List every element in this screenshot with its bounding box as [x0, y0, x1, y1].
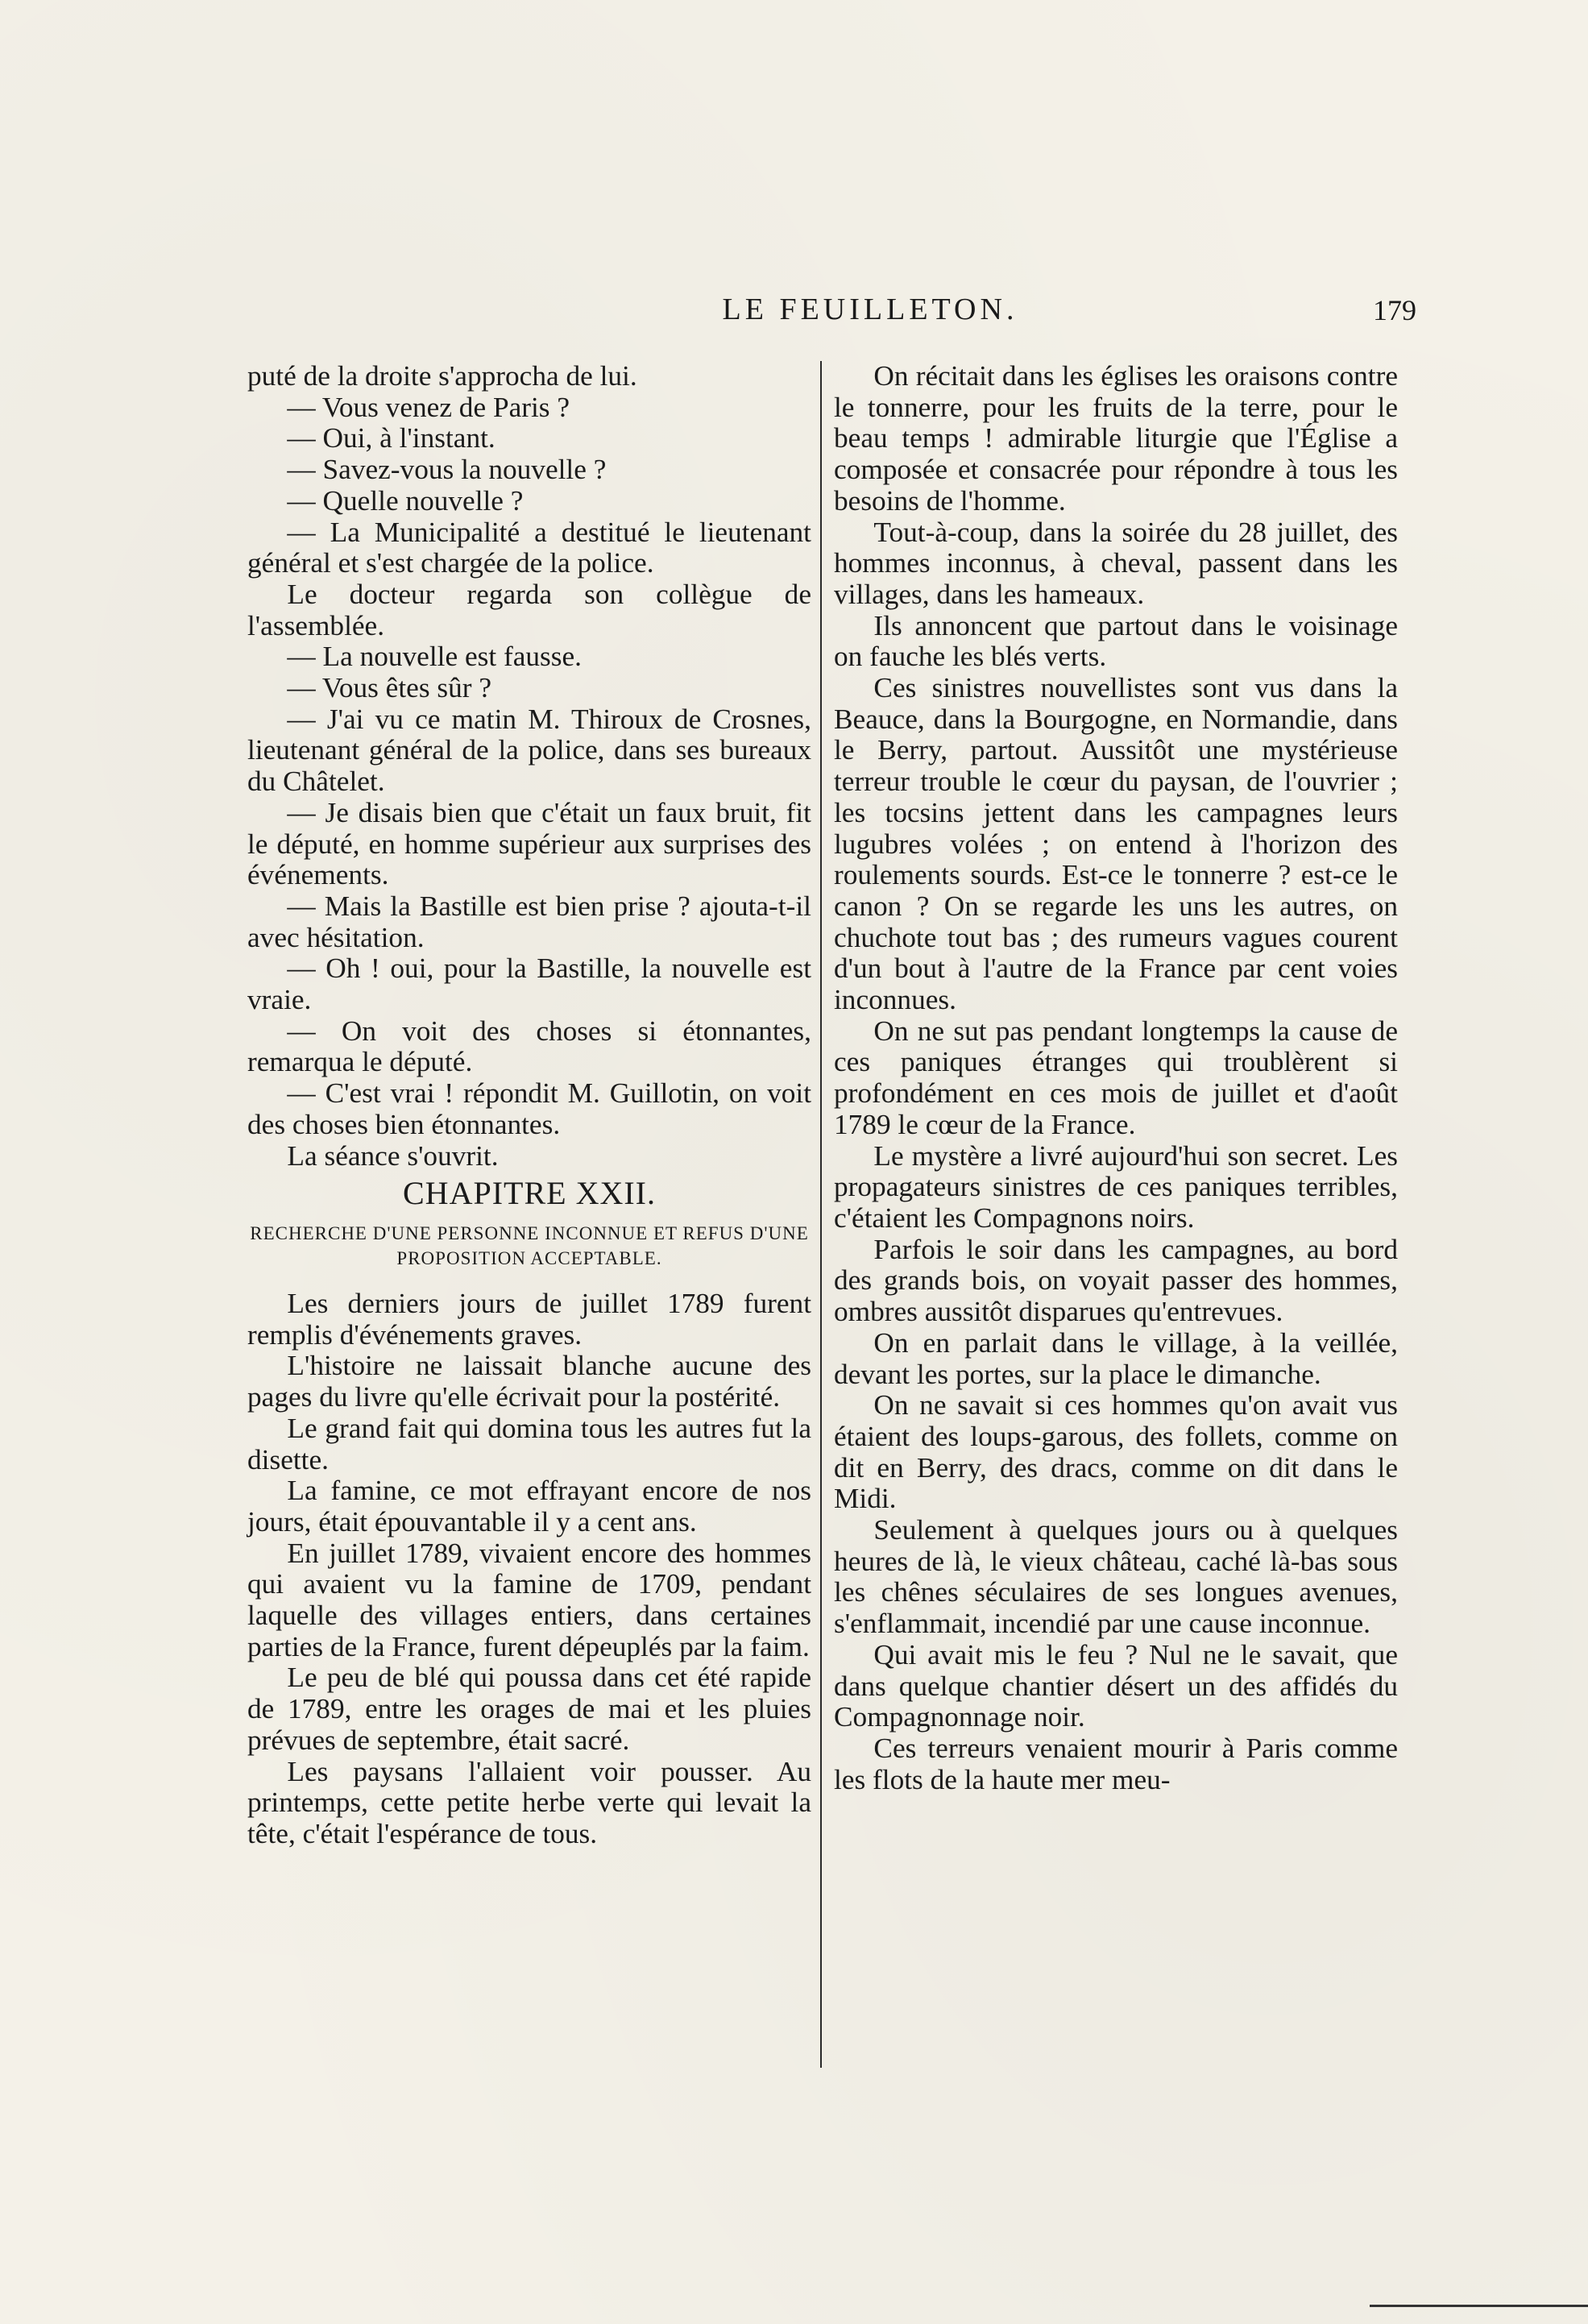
- paragraph: — Je disais bien que c'était un faux bruit, fit le député, en homme supérieur aux surprises des événements.: [247, 796, 811, 891]
- left-column: [247, 361, 811, 1850]
- right-paragraphs: [834, 361, 1398, 1795]
- paragraph: Le mystère a livré aujourd'hui son secret. Les propagateurs sinistres de ces paniques terribles, c'étaient les Compagnons noirs.: [834, 1139, 1398, 1234]
- paragraph: puté de la droite s'approcha de lui.: [247, 360, 637, 392]
- paragraph: Les paysans l'allaient voir pousser. Au printemps, cette petite herbe verte qui levait la tête, c'était l'espérance de tous.: [247, 1755, 811, 1849]
- paragraph: On ne sut pas pendant longtemps la cause de ces paniques étranges qui troublèrent si profondément en ces mois de juillet et d'août 1789 le cœur de la France.: [834, 1015, 1398, 1140]
- paragraph: Le grand fait qui domina tous les autres fut la disette.: [247, 1412, 811, 1475]
- paragraph: Qui avait mis le feu ? Nul ne le savait, que dans quelque chantier désert un des affidés du Compagnonnage noir.: [834, 1638, 1398, 1733]
- paragraph: — Vous venez de Paris ?: [287, 391, 570, 423]
- paragraph: — C'est vrai ! répondit M. Guillotin, on voit des choses bien étonnantes.: [247, 1077, 811, 1140]
- column-divider: [820, 361, 822, 2068]
- left-paragraphs-after: [247, 1289, 811, 1850]
- paragraph: Parfois le soir dans les campagnes, au bord des grands bois, on voyait passer des hommes, ombres aussitôt disparues qu'entrevues.: [834, 1233, 1398, 1328]
- bottom-rule: [1370, 2305, 1588, 2307]
- running-title: LE FEUILLETON.: [722, 293, 1018, 326]
- paragraph: Ces terreurs venaient mourir à Paris comme les flots de la haute mer meu-: [834, 1732, 1398, 1795]
- paragraph: Le peu de blé qui poussa dans cet été rapide de 1789, entre les orages de mai et les pluies prévues de septembre, était sacré.: [247, 1662, 811, 1756]
- left-paragraphs: [247, 361, 811, 1172]
- right-column: [834, 361, 1398, 1795]
- page-number: 179: [1373, 294, 1416, 326]
- paragraph: Le docteur regarda son collègue de l'assemblée.: [247, 578, 811, 641]
- paragraph: L'histoire ne laissait blanche aucune des pages du livre qu'elle écrivait pour la postérité.: [247, 1350, 811, 1413]
- chapter-subtitle: RECHERCHE D'UNE PERSONNE INCONNUE ET REFUS D'UNE PROPOSITION ACCEPTABLE.: [250, 1222, 809, 1268]
- paragraph: Les derniers jours de juillet 1789 furent remplis d'événements graves.: [247, 1287, 811, 1351]
- paragraph: La famine, ce mot effrayant encore de nos jours, était épouvantable il y a cent ans.: [247, 1475, 811, 1538]
- paragraph: On en parlait dans le village, à la veillée, devant les portes, sur la place le dimanche.: [834, 1326, 1398, 1390]
- paragraph: Tout-à-coup, dans la soirée du 28 juillet, des hommes inconnus, à cheval, passent dans les villages, dans les hameaux.: [834, 516, 1398, 610]
- paragraph: — Oh ! oui, pour la Bastille, la nouvelle est vraie.: [247, 952, 811, 1016]
- paragraph: Ces sinistres nouvellistes sont vus dans la Beauce, dans la Bourgogne, en Normandie, dans le Berry, partout. Aussitôt une mystérieuse terreur trouble le cœur du paysan, de l'ouvrier ; les tocsins jettent dans les campagnes leurs lugubres volées ; on entend à l'horizon des roulements sourds. Est-ce le tonnerre ? est-ce le canon ? On se regarde les uns les autres, on chuchote tout bas ; des rumeurs vagues courent d'un bout à l'autre de la France par cent voies inconnues.: [834, 672, 1398, 1016]
- paragraph: — Quelle nouvelle ?: [287, 484, 524, 517]
- paragraph: — Oui, à l'instant.: [287, 422, 495, 454]
- paragraph: — Savez-vous la nouvelle ?: [287, 454, 607, 486]
- paragraph: On ne savait si ces hommes qu'on avait vus étaient des loups-garous, des follets, comme on dit en Berry, des dracs, comme on dit dans le Midi.: [834, 1389, 1398, 1515]
- paragraph: En juillet 1789, vivaient encore des hommes qui avaient vu la famine de 1709, pendant laquelle des villages entiers, dans certaines parties de la France, furent dépeuplés par la faim.: [247, 1537, 811, 1662]
- paragraph: — La nouvelle est fausse.: [287, 641, 583, 673]
- chapter-title: CHAPITRE XXII.: [403, 1175, 656, 1212]
- paragraph: — Mais la Bastille est bien prise ? ajouta-t-il avec hésitation.: [247, 890, 811, 953]
- paragraph: — On voit des choses si étonnantes, remarqua le député.: [247, 1015, 811, 1078]
- paragraph: La séance s'ouvrit.: [287, 1139, 499, 1172]
- paragraph: — La Municipalité a destitué le lieutenant général et s'est chargée de la police.: [247, 516, 811, 579]
- paragraph: Seulement à quelques jours ou à quelques heures de là, le vieux château, caché là-bas sous les chênes séculaires de ses longues avenues, s'enflammait, incendié par une cause inconnue.: [834, 1514, 1398, 1640]
- paragraph: — J'ai vu ce matin M. Thiroux de Crosnes, lieutenant général de la police, dans ses bureaux du Châtelet.: [247, 703, 811, 798]
- paragraph: — Vous êtes sûr ?: [287, 672, 492, 704]
- paragraph: Ils annoncent que partout dans le voisinage on fauche les blés verts.: [834, 609, 1398, 673]
- paragraph: On récitait dans les églises les oraisons contre le tonnerre, pour les fruits de la terre, pour le beau temps ! admirable liturgie que l'Église a composée et consacrée pour répondre à tous les besoins de l'homme.: [834, 360, 1398, 517]
